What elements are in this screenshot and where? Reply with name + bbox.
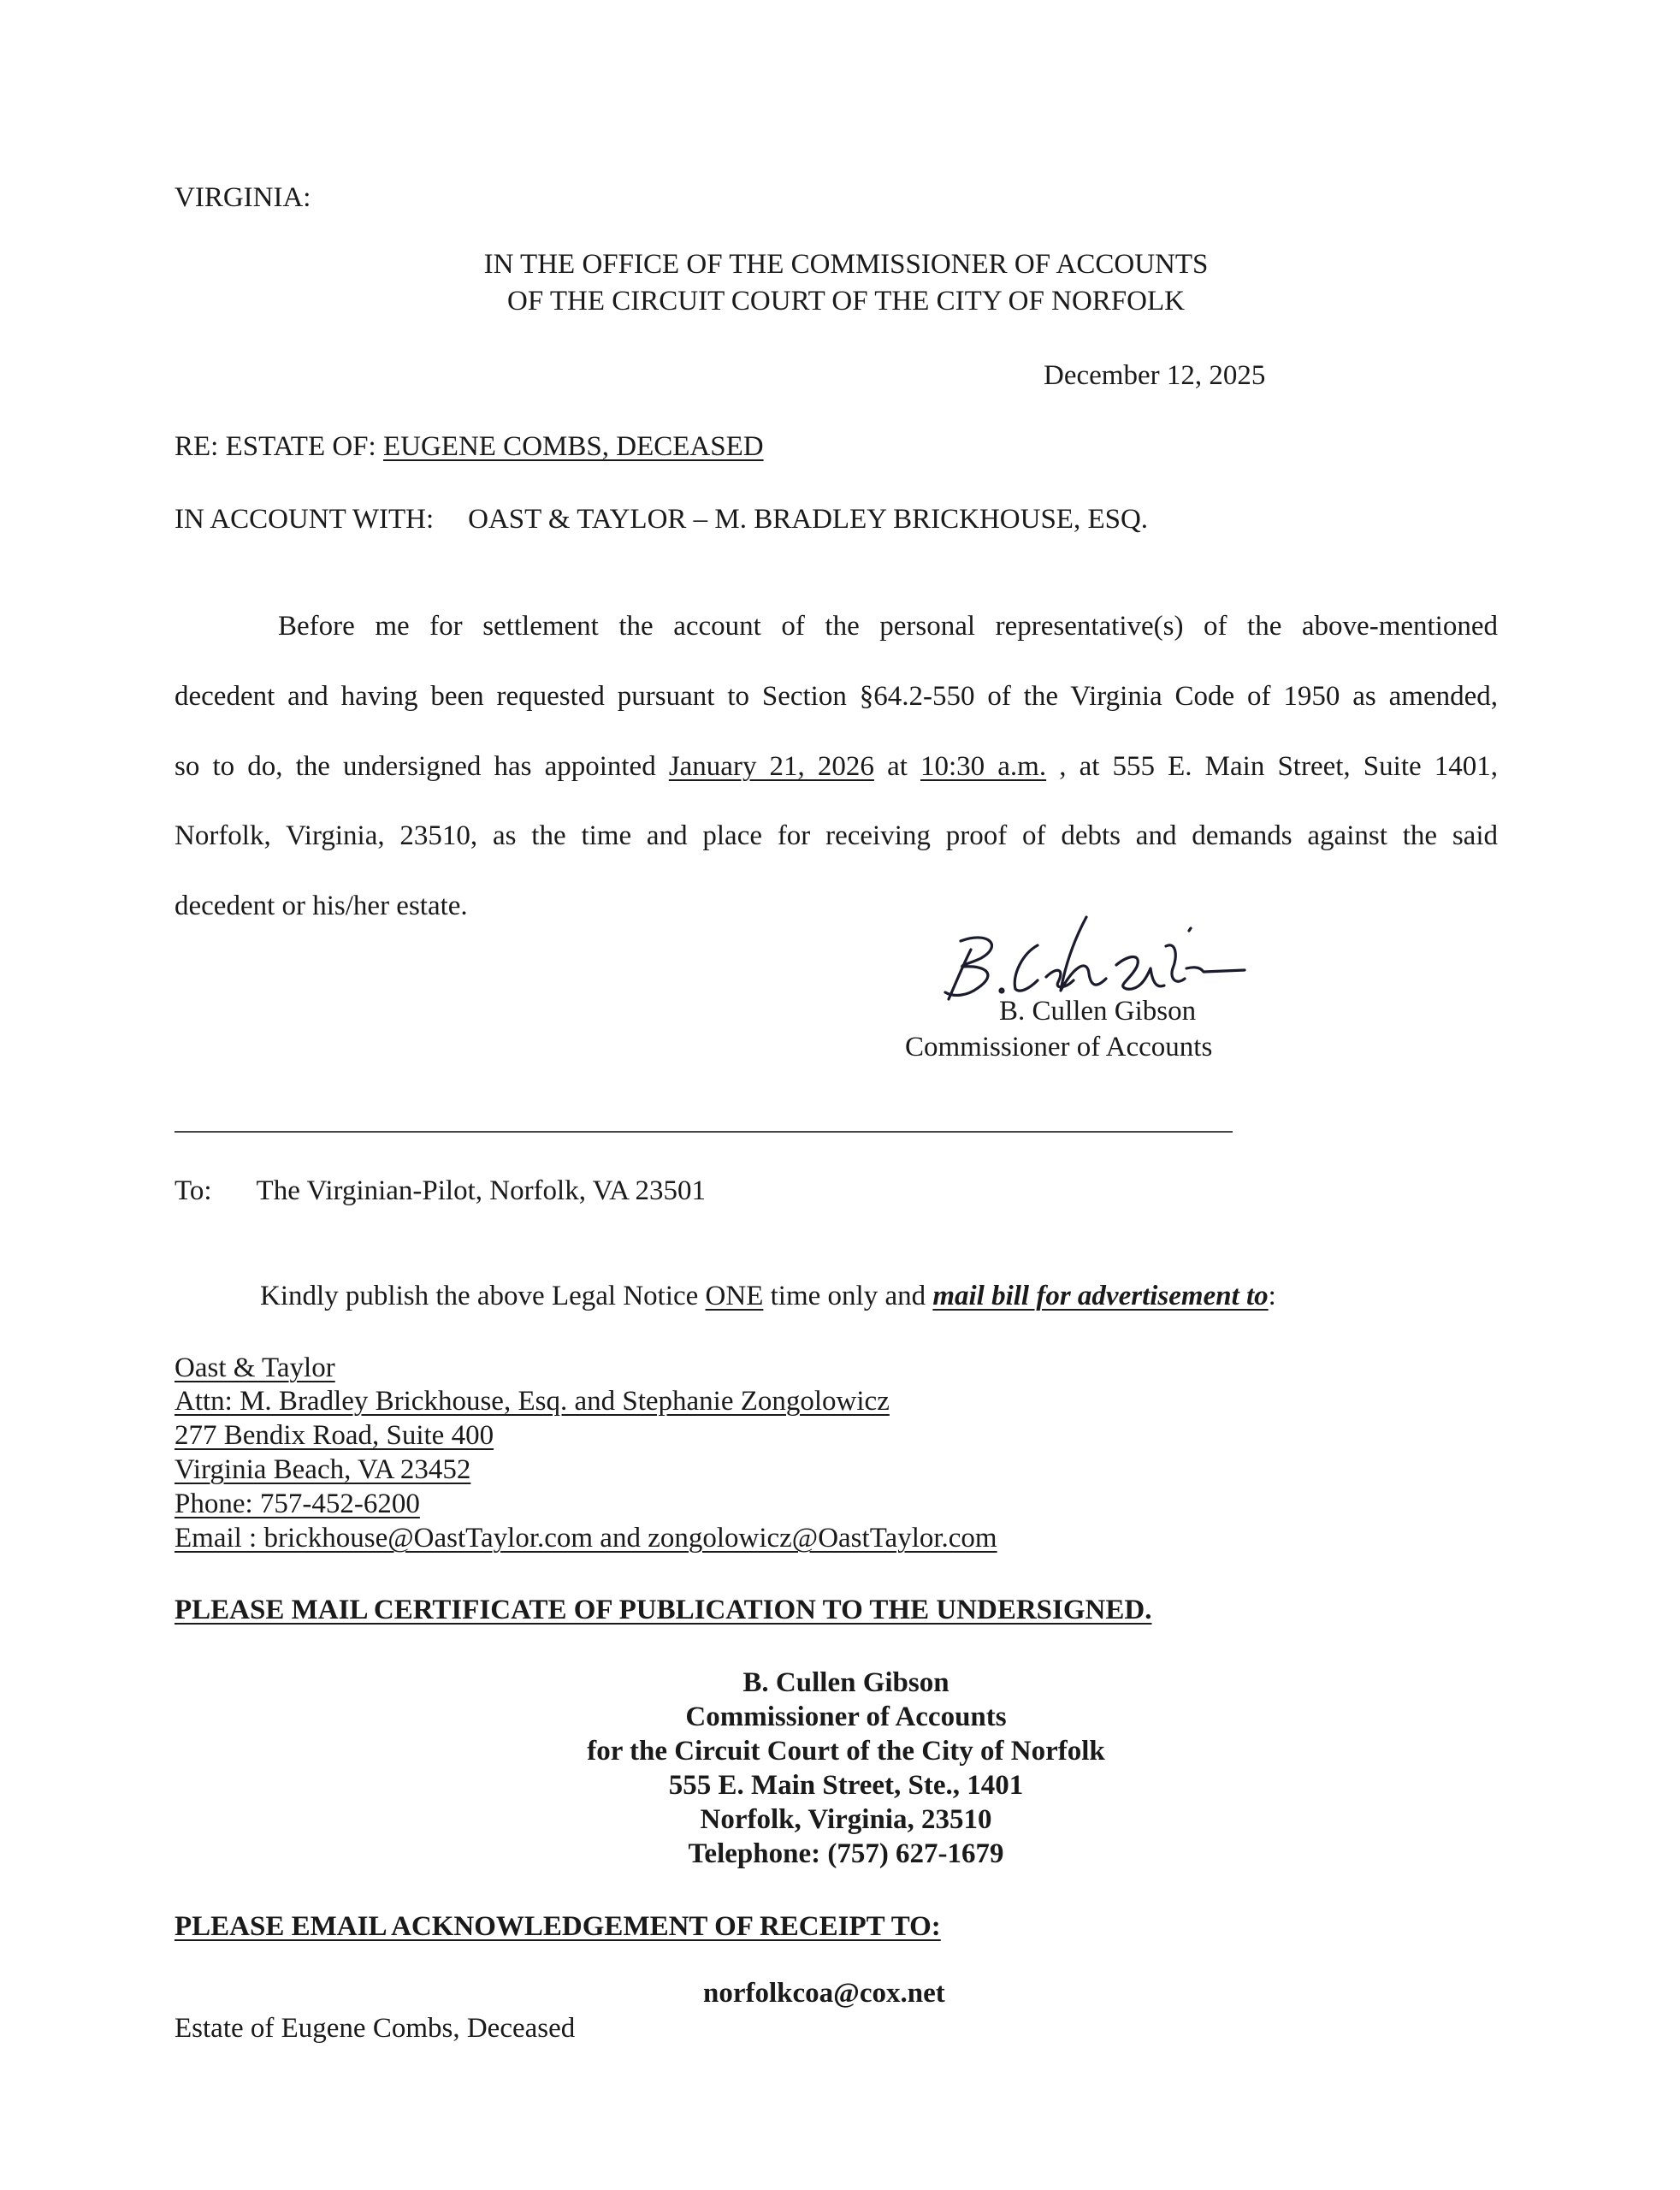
footer-estate: Estate of Eugene Combs, Deceased bbox=[175, 2013, 576, 2044]
mail-bill-emphasis: mail bill for advertisement to bbox=[932, 1281, 1269, 1311]
to-recipient: The Virginian-Pilot, Norfolk, VA 23501 bbox=[256, 1175, 706, 1206]
commissioner-line-5: Norfolk, Virginia, 23510 bbox=[700, 1804, 992, 1835]
instruction-pre: Kindly publish the above Legal Notice bbox=[260, 1281, 706, 1311]
state-heading: VIRGINIA: bbox=[175, 182, 311, 213]
to-label: To: bbox=[175, 1175, 212, 1206]
hearing-date: January 21, 2026 bbox=[668, 751, 874, 782]
acknowledgement-email: norfolkcoa@cox.net bbox=[703, 1978, 945, 2009]
estate-line bbox=[175, 430, 764, 465]
account-with: OAST & TAYLOR – M. BRADLEY BRICKHOUSE, ESQ. bbox=[468, 504, 1149, 535]
commissioner-line-2: Commissioner of Accounts bbox=[685, 1702, 1007, 1732]
publish-instruction bbox=[260, 1280, 1276, 1314]
body-line-5: decedent or his/her estate. bbox=[175, 891, 468, 921]
billing-line-3: 277 Bendix Road, Suite 400 bbox=[175, 1420, 494, 1451]
body-line-2: decedent and having been requested pursuant to Section §64.2-550 of the Virginia Code of 1950 as amended, bbox=[175, 681, 1498, 712]
estate-label: RE: ESTATE OF: bbox=[175, 431, 383, 462]
to-line bbox=[175, 1175, 706, 1209]
acknowledgement-heading: PLEASE EMAIL ACKNOWLEDGEMENT OF RECEIPT TO: bbox=[175, 1911, 941, 1942]
signer-name: B. Cullen Gibson bbox=[999, 996, 1197, 1027]
commissioner-line-1: B. Cullen Gibson bbox=[742, 1667, 949, 1698]
office-line-1: IN THE OFFICE OF THE COMMISSIONER OF ACCOUNTS bbox=[483, 249, 1209, 280]
instruction-post: : bbox=[1268, 1281, 1276, 1311]
commissioner-line-6: Telephone: (757) 627-1679 bbox=[688, 1838, 1004, 1869]
section-divider bbox=[175, 1131, 1233, 1133]
body-line-3-pre: so to do, the undersigned has appointed bbox=[175, 751, 669, 782]
billing-line-5: Phone: 757-452-6200 bbox=[175, 1489, 420, 1519]
handwritten-signature bbox=[937, 907, 1262, 1005]
commissioner-line-3: for the Circuit Court of the City of Norfolk bbox=[587, 1736, 1105, 1767]
instruction-mid: time only and bbox=[763, 1281, 933, 1311]
billing-line-6: Email : brickhouse@OastTaylor.com and zongolowicz@OastTaylor.com bbox=[175, 1523, 997, 1554]
estate-name: EUGENE COMBS, DECEASED bbox=[382, 431, 764, 462]
body-line-3-post: , at 555 E. Main Street, Suite 1401, bbox=[1059, 751, 1498, 782]
billing-line-1: Oast & Taylor bbox=[175, 1352, 335, 1383]
account-label: IN ACCOUNT WITH: bbox=[175, 504, 435, 535]
account-line bbox=[175, 503, 1148, 537]
billing-line-4: Virginia Beach, VA 23452 bbox=[175, 1454, 471, 1485]
body-line-3 bbox=[175, 750, 1498, 784]
signer-title: Commissioner of Accounts bbox=[905, 1032, 1213, 1062]
body-line-3-at: at bbox=[887, 751, 920, 782]
document-date: December 12, 2025 bbox=[1044, 360, 1266, 391]
body-line-1: Before me for settlement the account of the personal representative(s) of the above-mentioned bbox=[278, 611, 1498, 642]
body-line-4: Norfolk, Virginia, 23510, as the time and place for receiving proof of debts and demands against the said bbox=[175, 820, 1498, 851]
certificate-heading: PLEASE MAIL CERTIFICATE OF PUBLICATION TO THE UNDERSIGNED. bbox=[175, 1595, 1152, 1625]
commissioner-line-4: 555 E. Main Street, Ste., 1401 bbox=[668, 1770, 1024, 1801]
publish-count: ONE bbox=[705, 1281, 764, 1311]
office-line-2: OF THE CIRCUIT COURT OF THE CITY OF NORFOLK bbox=[507, 286, 1185, 317]
hearing-time: 10:30 a.m. bbox=[920, 751, 1047, 782]
billing-line-2: Attn: M. Bradley Brickhouse, Esq. and Stephanie Zongolowicz bbox=[175, 1386, 890, 1417]
